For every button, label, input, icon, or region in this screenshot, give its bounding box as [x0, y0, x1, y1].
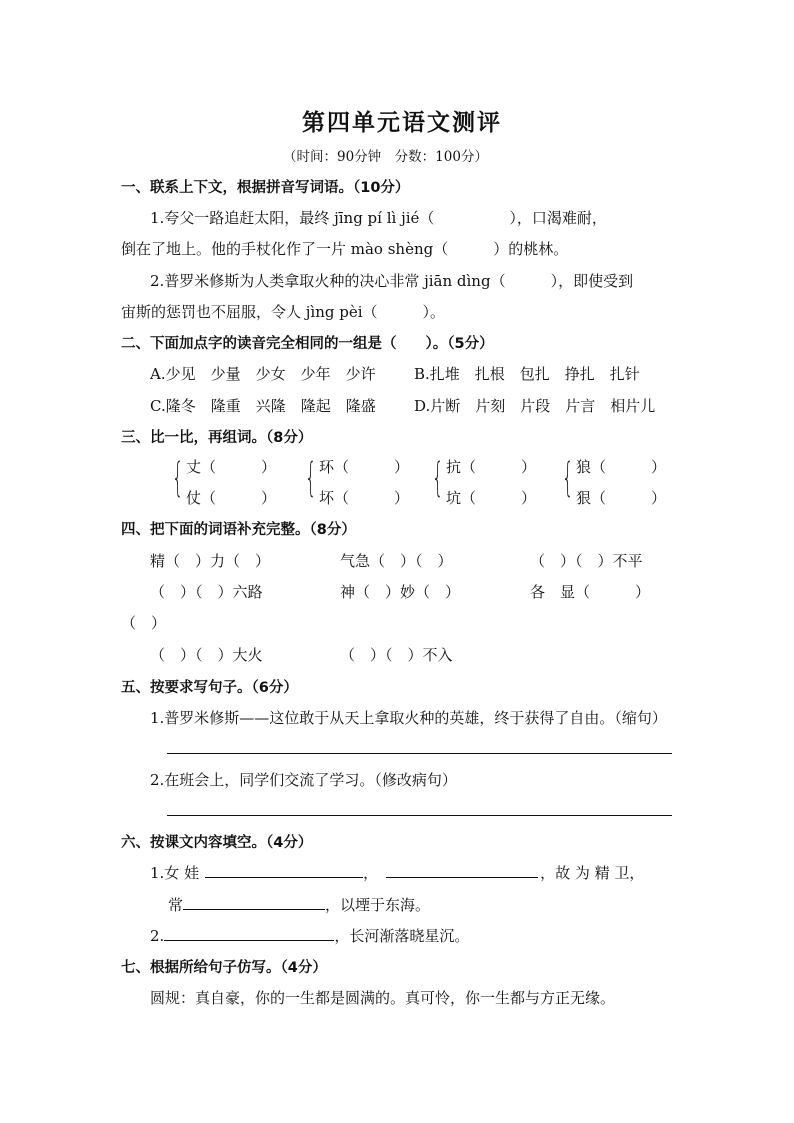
pair-3-bottom: 坑（ ） — [446, 489, 537, 507]
page-subtitle: （时间：90分钟 分数：100分） — [283, 149, 488, 165]
option-c: C.隆冬 隆重 兴隆 隆起 隆盛 — [150, 397, 376, 415]
s6-blank-4[interactable] — [164, 925, 334, 941]
s6-blank-1[interactable] — [205, 862, 363, 878]
s6-q1b-prefix: 常 — [168, 896, 184, 914]
pair-4-bottom: 狠（ ） — [576, 489, 667, 507]
pair-2-top: 环（ ） — [319, 458, 410, 476]
section-5-heading: 五、按要求写句子。（6分） — [121, 680, 298, 696]
s7-example: 圆规：真自豪，你的一生都是圆满的。真可怜，你一生都与方正无缘。 — [150, 989, 616, 1007]
option-d: D.片断 片刻 片段 片言 相片儿 — [414, 397, 656, 415]
idiom-6-continued: （ ） — [121, 614, 167, 632]
pair-2-bottom: 坏（ ） — [319, 489, 410, 507]
s5-question-1: 1.普罗米修斯——这位敢于从天上拿取火种的英雄，终于获得了自由。（缩句） — [150, 709, 667, 727]
idiom-6: 各 显（ ） — [530, 583, 651, 601]
brace-4: { — [562, 455, 574, 501]
s1-line-1b: 倒在了地上。他的手杖化作了一片 mào shèng（ ）的桃林。 — [121, 240, 569, 258]
s6-blank-2[interactable] — [386, 862, 538, 878]
s1-line-2b: 宙斯的惩罚也不屈服，令人 jìng pèi（ ）。 — [121, 303, 446, 321]
s6-q1-comma: ， — [363, 864, 379, 882]
option-a: A.少见 少量 少女 少年 少许 — [150, 365, 376, 383]
s5-answer-line-2[interactable] — [167, 815, 672, 816]
idiom-8: （ ）（ ）不入 — [340, 646, 453, 664]
page-title: 第四单元语文测评 — [302, 109, 502, 136]
s1-line-2a: 2.普罗米修斯为人类拿取火种的决心非常 jiān dìng（ ），即使受到 — [150, 272, 634, 290]
section-7-heading: 七、根据所给句子仿写。（4分） — [121, 960, 327, 976]
s6-blank-3[interactable] — [183, 894, 325, 910]
idiom-2: 气急（ ）（ ） — [340, 552, 453, 570]
idiom-3: （ ）（ ）不平 — [530, 552, 643, 570]
s1-line-1a: 1.夸父一路追赶太阳，最终 jīng pí lì jié（ ），口渴难耐， — [150, 209, 607, 227]
s5-question-2: 2.在班会上，同学们交流了学习。（修改病句） — [150, 771, 457, 789]
idiom-1: 精（ ）力（ ） — [150, 552, 271, 570]
brace-3: { — [432, 455, 444, 501]
s6-q1b-suffix: ，以堙于东海。 — [325, 896, 431, 914]
section-4-heading: 四、把下面的词语补充完整。（8分） — [121, 522, 356, 538]
s6-q2-prefix: 2. — [150, 927, 165, 945]
brace-2: { — [305, 455, 317, 501]
brace-1: { — [172, 455, 184, 501]
pair-1-bottom: 仗（ ） — [186, 489, 277, 507]
idiom-5: 神（ ）妙（ ） — [340, 583, 461, 601]
idiom-7: （ ）（ ）大火 — [150, 646, 263, 664]
idiom-4: （ ）（ ）六路 — [150, 583, 263, 601]
s6-q2-suffix: ，长河渐落晓星沉。 — [334, 927, 470, 945]
section-6-heading: 六、按课文内容填空。（4分） — [121, 835, 313, 851]
option-b: B.扎堆 扎根 包扎 挣扎 扎针 — [414, 365, 640, 383]
s6-row-2 — [168, 894, 430, 915]
s6-q1-suffix: ，故 为 精 卫， — [540, 864, 645, 882]
s5-answer-line-1[interactable] — [167, 753, 672, 754]
s6-row-1 — [150, 862, 644, 883]
s6-q1-prefix: 1.女 娃 — [150, 864, 200, 882]
pair-4-top: 狼（ ） — [576, 458, 667, 476]
section-3-heading: 三、比一比，再组词。（8分） — [121, 430, 313, 446]
pair-1-top: 丈（ ） — [186, 458, 277, 476]
section-1-heading: 一、联系上下文，根据拼音写词语。（10分） — [121, 180, 410, 196]
pair-3-top: 抗（ ） — [446, 458, 537, 476]
s6-row-3 — [150, 925, 469, 946]
section-2-heading: 二、下面加点字的读音完全相同的一组是（ ）。（5分） — [121, 336, 494, 352]
